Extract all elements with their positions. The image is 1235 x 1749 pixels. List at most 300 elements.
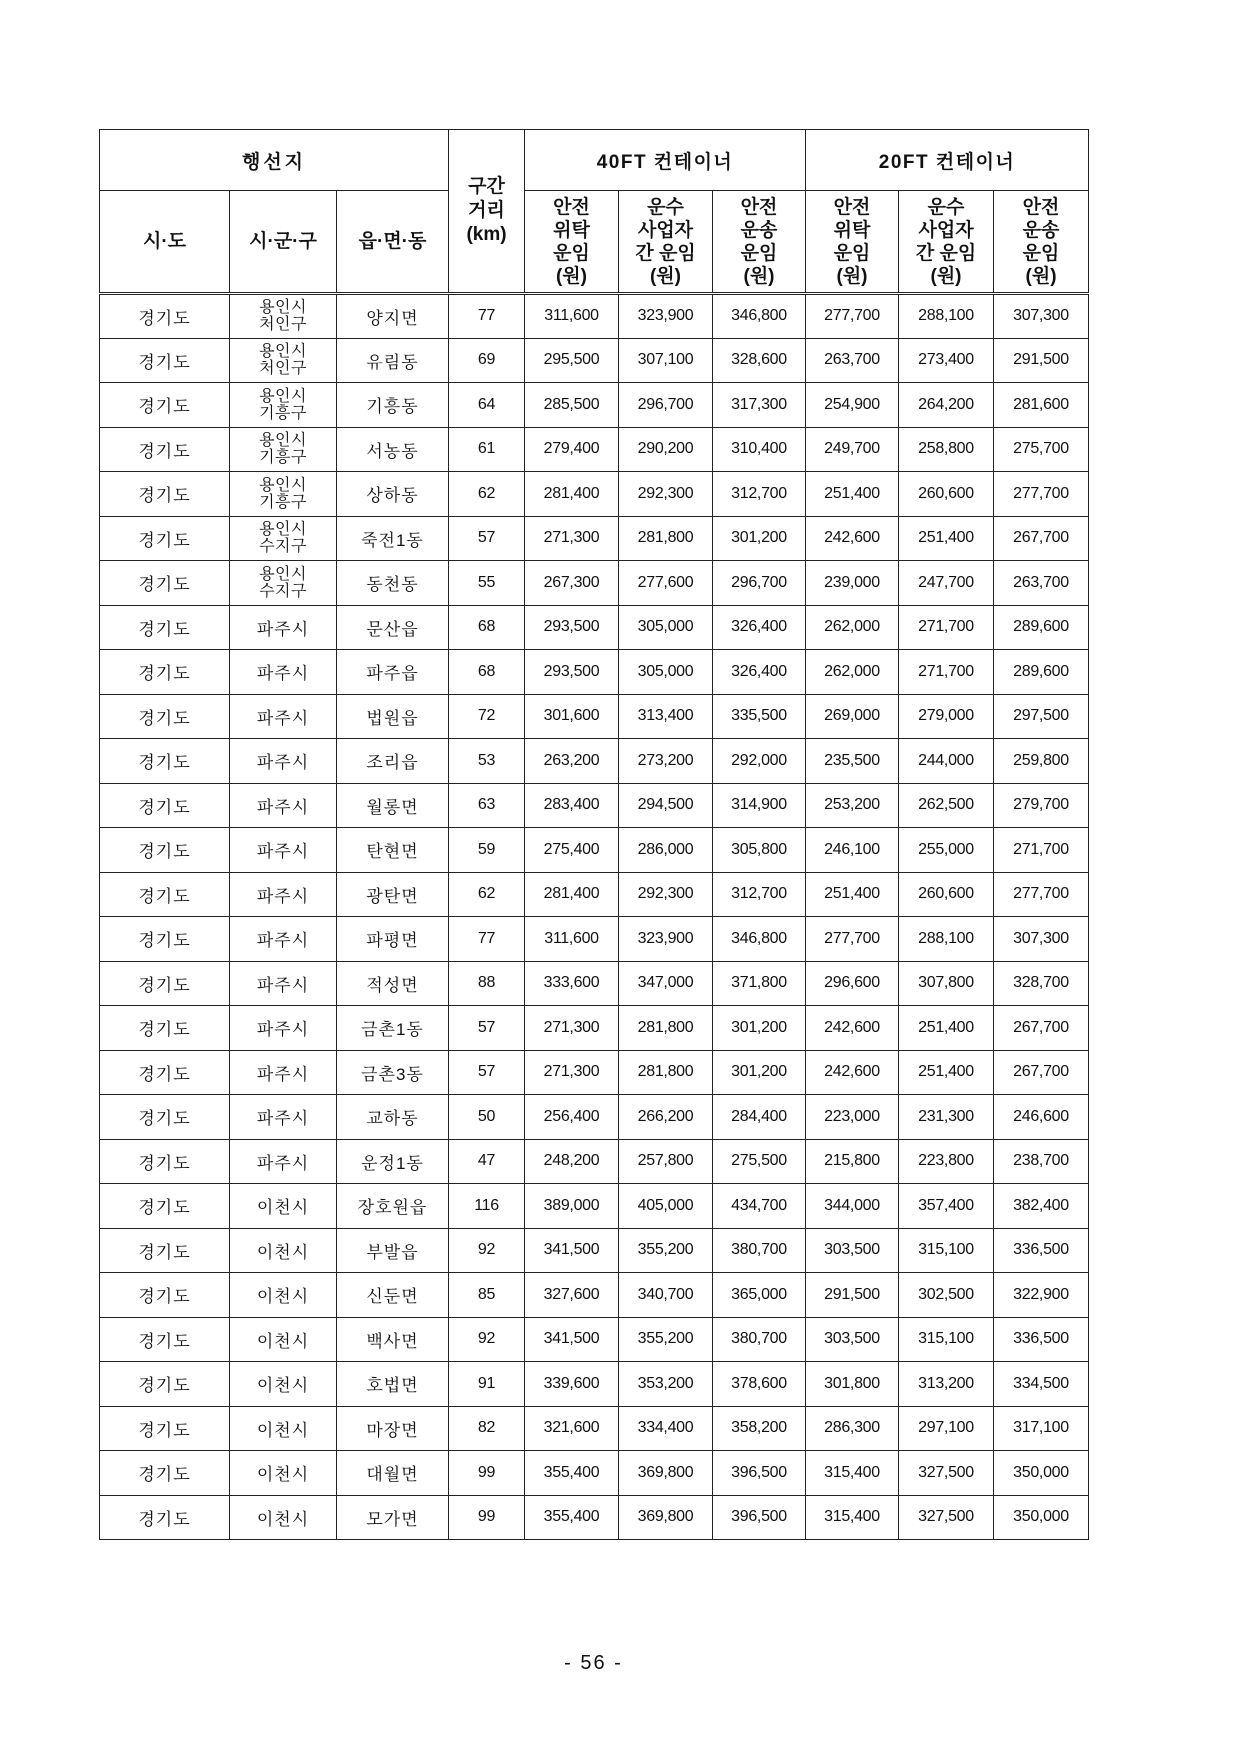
cell-province: 경기도 [100,1184,230,1229]
table-row [100,650,1089,695]
cell-20ft-safety-consignment: 263,700 [806,338,899,383]
cell-town: 신둔면 [337,1273,449,1318]
cell-town: 광탄면 [337,872,449,917]
cell-distance: 62 [449,472,525,517]
table-row [100,694,1089,739]
cell-40ft-safety-consignment: 333,600 [525,961,619,1006]
cell-city-district: 용인시 수지구 [230,561,337,606]
table-row [100,917,1089,962]
cell-distance: 55 [449,561,525,606]
cell-40ft-safety-transport: 296,700 [713,561,806,606]
cell-city-district: 이천시 [230,1362,337,1407]
cell-city-district: 용인시 기흥구 [230,427,337,472]
cell-town: 법원읍 [337,694,449,739]
header-20ft-safety-consignment: 안전 위탁 운임 (원) [806,191,899,294]
cell-40ft-safety-consignment: 248,200 [525,1139,619,1184]
cell-20ft-safety-consignment: 246,100 [806,828,899,873]
cell-40ft-safety-consignment: 267,300 [525,561,619,606]
cell-40ft-safety-consignment: 263,200 [525,739,619,784]
table-row [100,1495,1089,1540]
cell-province: 경기도 [100,1406,230,1451]
cell-city-district: 용인시 기흥구 [230,472,337,517]
table-row [100,294,1089,339]
cell-20ft-safety-transport: 350,000 [994,1451,1089,1496]
table-row [100,1006,1089,1051]
cell-province: 경기도 [100,605,230,650]
cell-20ft-safety-transport: 291,500 [994,338,1089,383]
cell-40ft-safety-transport: 292,000 [713,739,806,784]
cell-city-district: 파주시 [230,961,337,1006]
cell-city-district: 파주시 [230,605,337,650]
cell-town: 서농동 [337,427,449,472]
cell-distance: 91 [449,1362,525,1407]
cell-20ft-carrier: 271,700 [899,605,994,650]
cell-40ft-safety-consignment: 293,500 [525,650,619,695]
cell-town: 탄현면 [337,828,449,873]
cell-city-district: 용인시 기흥구 [230,383,337,428]
cell-town: 양지면 [337,294,449,339]
cell-distance: 61 [449,427,525,472]
header-40ft-safety-transport: 안전 운송 운임 (원) [713,191,806,294]
cell-20ft-safety-transport: 322,900 [994,1273,1089,1318]
cell-distance: 59 [449,828,525,873]
cell-20ft-safety-consignment: 251,400 [806,472,899,517]
cell-town: 백사면 [337,1317,449,1362]
page-number: - 56 - [564,1652,623,1674]
cell-20ft-safety-consignment: 286,300 [806,1406,899,1451]
cell-40ft-carrier: 323,900 [619,294,713,339]
cell-distance: 77 [449,917,525,962]
cell-40ft-carrier: 286,000 [619,828,713,873]
cell-20ft-carrier: 262,500 [899,783,994,828]
cell-20ft-safety-transport: 307,300 [994,917,1089,962]
cell-40ft-safety-transport: 396,500 [713,1495,806,1540]
table-row [100,872,1089,917]
cell-20ft-safety-consignment: 235,500 [806,739,899,784]
cell-20ft-carrier: 302,500 [899,1273,994,1318]
cell-city-district: 이천시 [230,1228,337,1273]
cell-20ft-carrier: 307,800 [899,961,994,1006]
cell-20ft-safety-consignment: 277,700 [806,917,899,962]
cell-province: 경기도 [100,472,230,517]
cell-20ft-carrier: 327,500 [899,1495,994,1540]
table-row [100,1228,1089,1273]
cell-town: 교하동 [337,1095,449,1140]
cell-20ft-carrier: 315,100 [899,1228,994,1273]
cell-city-district: 파주시 [230,917,337,962]
cell-town: 장호원읍 [337,1184,449,1229]
cell-province: 경기도 [100,694,230,739]
cell-town: 금촌3동 [337,1050,449,1095]
cell-distance: 69 [449,338,525,383]
cell-20ft-carrier: 258,800 [899,427,994,472]
table-row [100,338,1089,383]
table-row [100,1184,1089,1229]
cell-city-district: 이천시 [230,1451,337,1496]
cell-20ft-safety-consignment: 254,900 [806,383,899,428]
cell-province: 경기도 [100,961,230,1006]
cell-20ft-safety-transport: 289,600 [994,605,1089,650]
cell-province: 경기도 [100,1495,230,1540]
cell-40ft-carrier: 307,100 [619,338,713,383]
header-city-district: 시·군·구 [230,191,337,294]
cell-province: 경기도 [100,828,230,873]
cell-town: 금촌1동 [337,1006,449,1051]
cell-distance: 99 [449,1451,525,1496]
table-row [100,427,1089,472]
cell-distance: 62 [449,872,525,917]
cell-town: 문산읍 [337,605,449,650]
header-20ft-container: 20FT 컨테이너 [806,130,1089,191]
cell-40ft-safety-consignment: 281,400 [525,872,619,917]
cell-distance: 57 [449,1050,525,1095]
header-province: 시·도 [100,191,230,294]
cell-40ft-safety-transport: 326,400 [713,650,806,695]
cell-20ft-safety-transport: 336,500 [994,1228,1089,1273]
cell-40ft-safety-transport: 335,500 [713,694,806,739]
cell-40ft-safety-transport: 305,800 [713,828,806,873]
cell-province: 경기도 [100,516,230,561]
cell-city-district: 이천시 [230,1184,337,1229]
cell-20ft-safety-transport: 382,400 [994,1184,1089,1229]
cell-40ft-safety-transport: 301,200 [713,1050,806,1095]
cell-distance: 63 [449,783,525,828]
cell-20ft-safety-consignment: 253,200 [806,783,899,828]
cell-distance: 47 [449,1139,525,1184]
cell-40ft-safety-consignment: 271,300 [525,1050,619,1095]
cell-40ft-carrier: 313,400 [619,694,713,739]
cell-20ft-carrier: 327,500 [899,1451,994,1496]
cell-city-district: 파주시 [230,1050,337,1095]
cell-city-district: 파주시 [230,650,337,695]
cell-province: 경기도 [100,427,230,472]
cell-40ft-carrier: 305,000 [619,605,713,650]
table-row [100,472,1089,517]
cell-40ft-safety-consignment: 355,400 [525,1495,619,1540]
cell-40ft-safety-transport: 365,000 [713,1273,806,1318]
header-40ft-container: 40FT 컨테이너 [525,130,806,191]
cell-20ft-safety-transport: 263,700 [994,561,1089,606]
cell-distance: 82 [449,1406,525,1451]
cell-40ft-carrier: 369,800 [619,1451,713,1496]
table-row [100,1406,1089,1451]
cell-town: 대월면 [337,1451,449,1496]
cell-40ft-safety-consignment: 327,600 [525,1273,619,1318]
cell-province: 경기도 [100,338,230,383]
cell-40ft-carrier: 292,300 [619,872,713,917]
cell-province: 경기도 [100,294,230,339]
cell-city-district: 파주시 [230,783,337,828]
table-header [100,130,1089,294]
freight-rate-table [99,129,1089,1540]
table-row [100,828,1089,873]
cell-town: 파평면 [337,917,449,962]
cell-40ft-safety-consignment: 275,400 [525,828,619,873]
table-row [100,605,1089,650]
header-distance: 구간 거리 (km) [449,130,525,294]
header-destination: 행선지 [100,130,449,191]
cell-40ft-safety-transport: 312,700 [713,872,806,917]
cell-20ft-carrier: 271,700 [899,650,994,695]
cell-40ft-safety-transport: 314,900 [713,783,806,828]
cell-town: 모가면 [337,1495,449,1540]
table-row [100,1362,1089,1407]
cell-40ft-carrier: 290,200 [619,427,713,472]
cell-40ft-carrier: 305,000 [619,650,713,695]
table-row [100,1273,1089,1318]
cell-20ft-safety-consignment: 262,000 [806,605,899,650]
cell-40ft-safety-transport: 284,400 [713,1095,806,1140]
cell-20ft-safety-consignment: 251,400 [806,872,899,917]
cell-city-district: 파주시 [230,739,337,784]
cell-40ft-safety-transport: 275,500 [713,1139,806,1184]
table-row [100,561,1089,606]
cell-20ft-safety-consignment: 315,400 [806,1495,899,1540]
cell-40ft-carrier: 369,800 [619,1495,713,1540]
cell-40ft-safety-transport: 312,700 [713,472,806,517]
cell-20ft-carrier: 244,000 [899,739,994,784]
cell-town: 조리읍 [337,739,449,784]
cell-40ft-safety-consignment: 279,400 [525,427,619,472]
cell-20ft-carrier: 315,100 [899,1317,994,1362]
cell-40ft-safety-transport: 378,600 [713,1362,806,1407]
cell-40ft-carrier: 257,800 [619,1139,713,1184]
cell-city-district: 이천시 [230,1406,337,1451]
cell-20ft-safety-transport: 281,600 [994,383,1089,428]
cell-distance: 57 [449,516,525,561]
cell-20ft-carrier: 288,100 [899,294,994,339]
cell-province: 경기도 [100,1228,230,1273]
cell-20ft-safety-transport: 271,700 [994,828,1089,873]
header-row-groups [100,130,1089,191]
cell-city-district: 파주시 [230,694,337,739]
cell-city-district: 파주시 [230,828,337,873]
cell-40ft-safety-transport: 371,800 [713,961,806,1006]
cell-distance: 68 [449,605,525,650]
cell-40ft-carrier: 277,600 [619,561,713,606]
cell-20ft-carrier: 288,100 [899,917,994,962]
cell-40ft-safety-consignment: 281,400 [525,472,619,517]
cell-20ft-safety-consignment: 215,800 [806,1139,899,1184]
rate-table-body [100,294,1089,1540]
cell-40ft-safety-transport: 346,800 [713,294,806,339]
cell-city-district: 이천시 [230,1495,337,1540]
cell-20ft-carrier: 251,400 [899,1050,994,1095]
cell-40ft-safety-consignment: 295,500 [525,338,619,383]
cell-20ft-safety-transport: 267,700 [994,1006,1089,1051]
cell-20ft-safety-consignment: 315,400 [806,1451,899,1496]
cell-40ft-safety-transport: 326,400 [713,605,806,650]
cell-city-district: 용인시 처인구 [230,294,337,339]
table-row [100,961,1089,1006]
cell-40ft-carrier: 405,000 [619,1184,713,1229]
cell-distance: 88 [449,961,525,1006]
cell-town: 유림동 [337,338,449,383]
table-row [100,1317,1089,1362]
cell-town: 부발읍 [337,1228,449,1273]
cell-distance: 68 [449,650,525,695]
cell-40ft-carrier: 281,800 [619,516,713,561]
cell-city-district: 파주시 [230,1006,337,1051]
cell-town: 파주읍 [337,650,449,695]
cell-distance: 50 [449,1095,525,1140]
cell-20ft-carrier: 247,700 [899,561,994,606]
cell-20ft-safety-transport: 336,500 [994,1317,1089,1362]
cell-20ft-safety-transport: 246,600 [994,1095,1089,1140]
header-40ft-carrier: 운수 사업자 간 운임 (원) [619,191,713,294]
cell-distance: 99 [449,1495,525,1540]
cell-20ft-safety-consignment: 223,000 [806,1095,899,1140]
cell-distance: 53 [449,739,525,784]
cell-40ft-carrier: 355,200 [619,1228,713,1273]
header-town: 읍·면·동 [337,191,449,294]
cell-province: 경기도 [100,739,230,784]
cell-40ft-safety-transport: 380,700 [713,1317,806,1362]
cell-40ft-safety-transport: 346,800 [713,917,806,962]
cell-20ft-carrier: 273,400 [899,338,994,383]
cell-40ft-safety-consignment: 341,500 [525,1228,619,1273]
cell-40ft-carrier: 353,200 [619,1362,713,1407]
cell-40ft-carrier: 296,700 [619,383,713,428]
table-row [100,1139,1089,1184]
cell-40ft-safety-consignment: 293,500 [525,605,619,650]
table-row [100,1050,1089,1095]
cell-40ft-carrier: 323,900 [619,917,713,962]
cell-40ft-safety-consignment: 283,400 [525,783,619,828]
cell-province: 경기도 [100,872,230,917]
cell-distance: 92 [449,1317,525,1362]
cell-20ft-safety-consignment: 303,500 [806,1228,899,1273]
cell-province: 경기도 [100,1362,230,1407]
cell-20ft-carrier: 251,400 [899,1006,994,1051]
cell-40ft-safety-transport: 396,500 [713,1451,806,1496]
cell-province: 경기도 [100,561,230,606]
cell-40ft-carrier: 355,200 [619,1317,713,1362]
cell-town: 죽전1동 [337,516,449,561]
cell-20ft-carrier: 279,000 [899,694,994,739]
cell-distance: 77 [449,294,525,339]
cell-20ft-carrier: 297,100 [899,1406,994,1451]
table-row [100,1451,1089,1496]
cell-distance: 116 [449,1184,525,1229]
cell-20ft-safety-transport: 259,800 [994,739,1089,784]
cell-20ft-carrier: 313,200 [899,1362,994,1407]
cell-40ft-carrier: 292,300 [619,472,713,517]
table-row [100,516,1089,561]
cell-40ft-carrier: 266,200 [619,1095,713,1140]
cell-province: 경기도 [100,1273,230,1318]
cell-town: 동천동 [337,561,449,606]
cell-province: 경기도 [100,1050,230,1095]
cell-20ft-safety-transport: 307,300 [994,294,1089,339]
cell-20ft-carrier: 264,200 [899,383,994,428]
cell-40ft-safety-consignment: 271,300 [525,516,619,561]
cell-40ft-safety-transport: 301,200 [713,516,806,561]
cell-province: 경기도 [100,1317,230,1362]
cell-40ft-safety-transport: 328,600 [713,338,806,383]
cell-20ft-safety-transport: 267,700 [994,516,1089,561]
cell-province: 경기도 [100,383,230,428]
cell-20ft-safety-consignment: 269,000 [806,694,899,739]
cell-20ft-safety-consignment: 291,500 [806,1273,899,1318]
cell-20ft-safety-transport: 334,500 [994,1362,1089,1407]
cell-20ft-safety-transport: 277,700 [994,472,1089,517]
cell-20ft-safety-transport: 277,700 [994,872,1089,917]
cell-20ft-safety-transport: 289,600 [994,650,1089,695]
cell-40ft-safety-transport: 358,200 [713,1406,806,1451]
cell-20ft-safety-transport: 267,700 [994,1050,1089,1095]
cell-40ft-safety-consignment: 339,600 [525,1362,619,1407]
cell-20ft-carrier: 251,400 [899,516,994,561]
table-row [100,1095,1089,1140]
cell-distance: 64 [449,383,525,428]
cell-40ft-carrier: 281,800 [619,1050,713,1095]
cell-20ft-safety-consignment: 296,600 [806,961,899,1006]
cell-40ft-safety-transport: 434,700 [713,1184,806,1229]
cell-20ft-safety-consignment: 249,700 [806,427,899,472]
header-20ft-safety-transport: 안전 운송 운임 (원) [994,191,1089,294]
cell-town: 운정1동 [337,1139,449,1184]
cell-40ft-carrier: 347,000 [619,961,713,1006]
cell-province: 경기도 [100,1006,230,1051]
cell-province: 경기도 [100,1451,230,1496]
cell-20ft-safety-consignment: 239,000 [806,561,899,606]
cell-20ft-carrier: 255,000 [899,828,994,873]
header-row-columns [100,191,1089,294]
table-row [100,739,1089,784]
cell-20ft-safety-transport: 317,100 [994,1406,1089,1451]
cell-city-district: 용인시 수지구 [230,516,337,561]
cell-20ft-safety-consignment: 303,500 [806,1317,899,1362]
cell-city-district: 파주시 [230,1139,337,1184]
cell-20ft-safety-transport: 350,000 [994,1495,1089,1540]
cell-distance: 57 [449,1006,525,1051]
cell-40ft-safety-consignment: 389,000 [525,1184,619,1229]
cell-province: 경기도 [100,783,230,828]
cell-40ft-safety-consignment: 355,400 [525,1451,619,1496]
cell-province: 경기도 [100,1095,230,1140]
cell-distance: 85 [449,1273,525,1318]
cell-40ft-safety-transport: 380,700 [713,1228,806,1273]
cell-province: 경기도 [100,917,230,962]
cell-40ft-carrier: 281,800 [619,1006,713,1051]
cell-city-district: 파주시 [230,872,337,917]
cell-20ft-carrier: 357,400 [899,1184,994,1229]
cell-20ft-carrier: 223,800 [899,1139,994,1184]
cell-town: 마장면 [337,1406,449,1451]
cell-20ft-safety-consignment: 242,600 [806,1006,899,1051]
header-20ft-carrier: 운수 사업자 간 운임 (원) [899,191,994,294]
cell-40ft-safety-consignment: 301,600 [525,694,619,739]
cell-20ft-safety-transport: 279,700 [994,783,1089,828]
cell-20ft-safety-transport: 328,700 [994,961,1089,1006]
cell-city-district: 용인시 처인구 [230,338,337,383]
table-row [100,383,1089,428]
cell-20ft-safety-consignment: 301,800 [806,1362,899,1407]
cell-distance: 92 [449,1228,525,1273]
cell-40ft-safety-consignment: 341,500 [525,1317,619,1362]
cell-20ft-carrier: 231,300 [899,1095,994,1140]
cell-40ft-safety-consignment: 256,400 [525,1095,619,1140]
cell-distance: 72 [449,694,525,739]
table-row [100,783,1089,828]
cell-40ft-safety-consignment: 311,600 [525,294,619,339]
cell-40ft-safety-transport: 310,400 [713,427,806,472]
cell-town: 상하동 [337,472,449,517]
cell-20ft-safety-consignment: 262,000 [806,650,899,695]
cell-town: 적성면 [337,961,449,1006]
cell-province: 경기도 [100,1139,230,1184]
